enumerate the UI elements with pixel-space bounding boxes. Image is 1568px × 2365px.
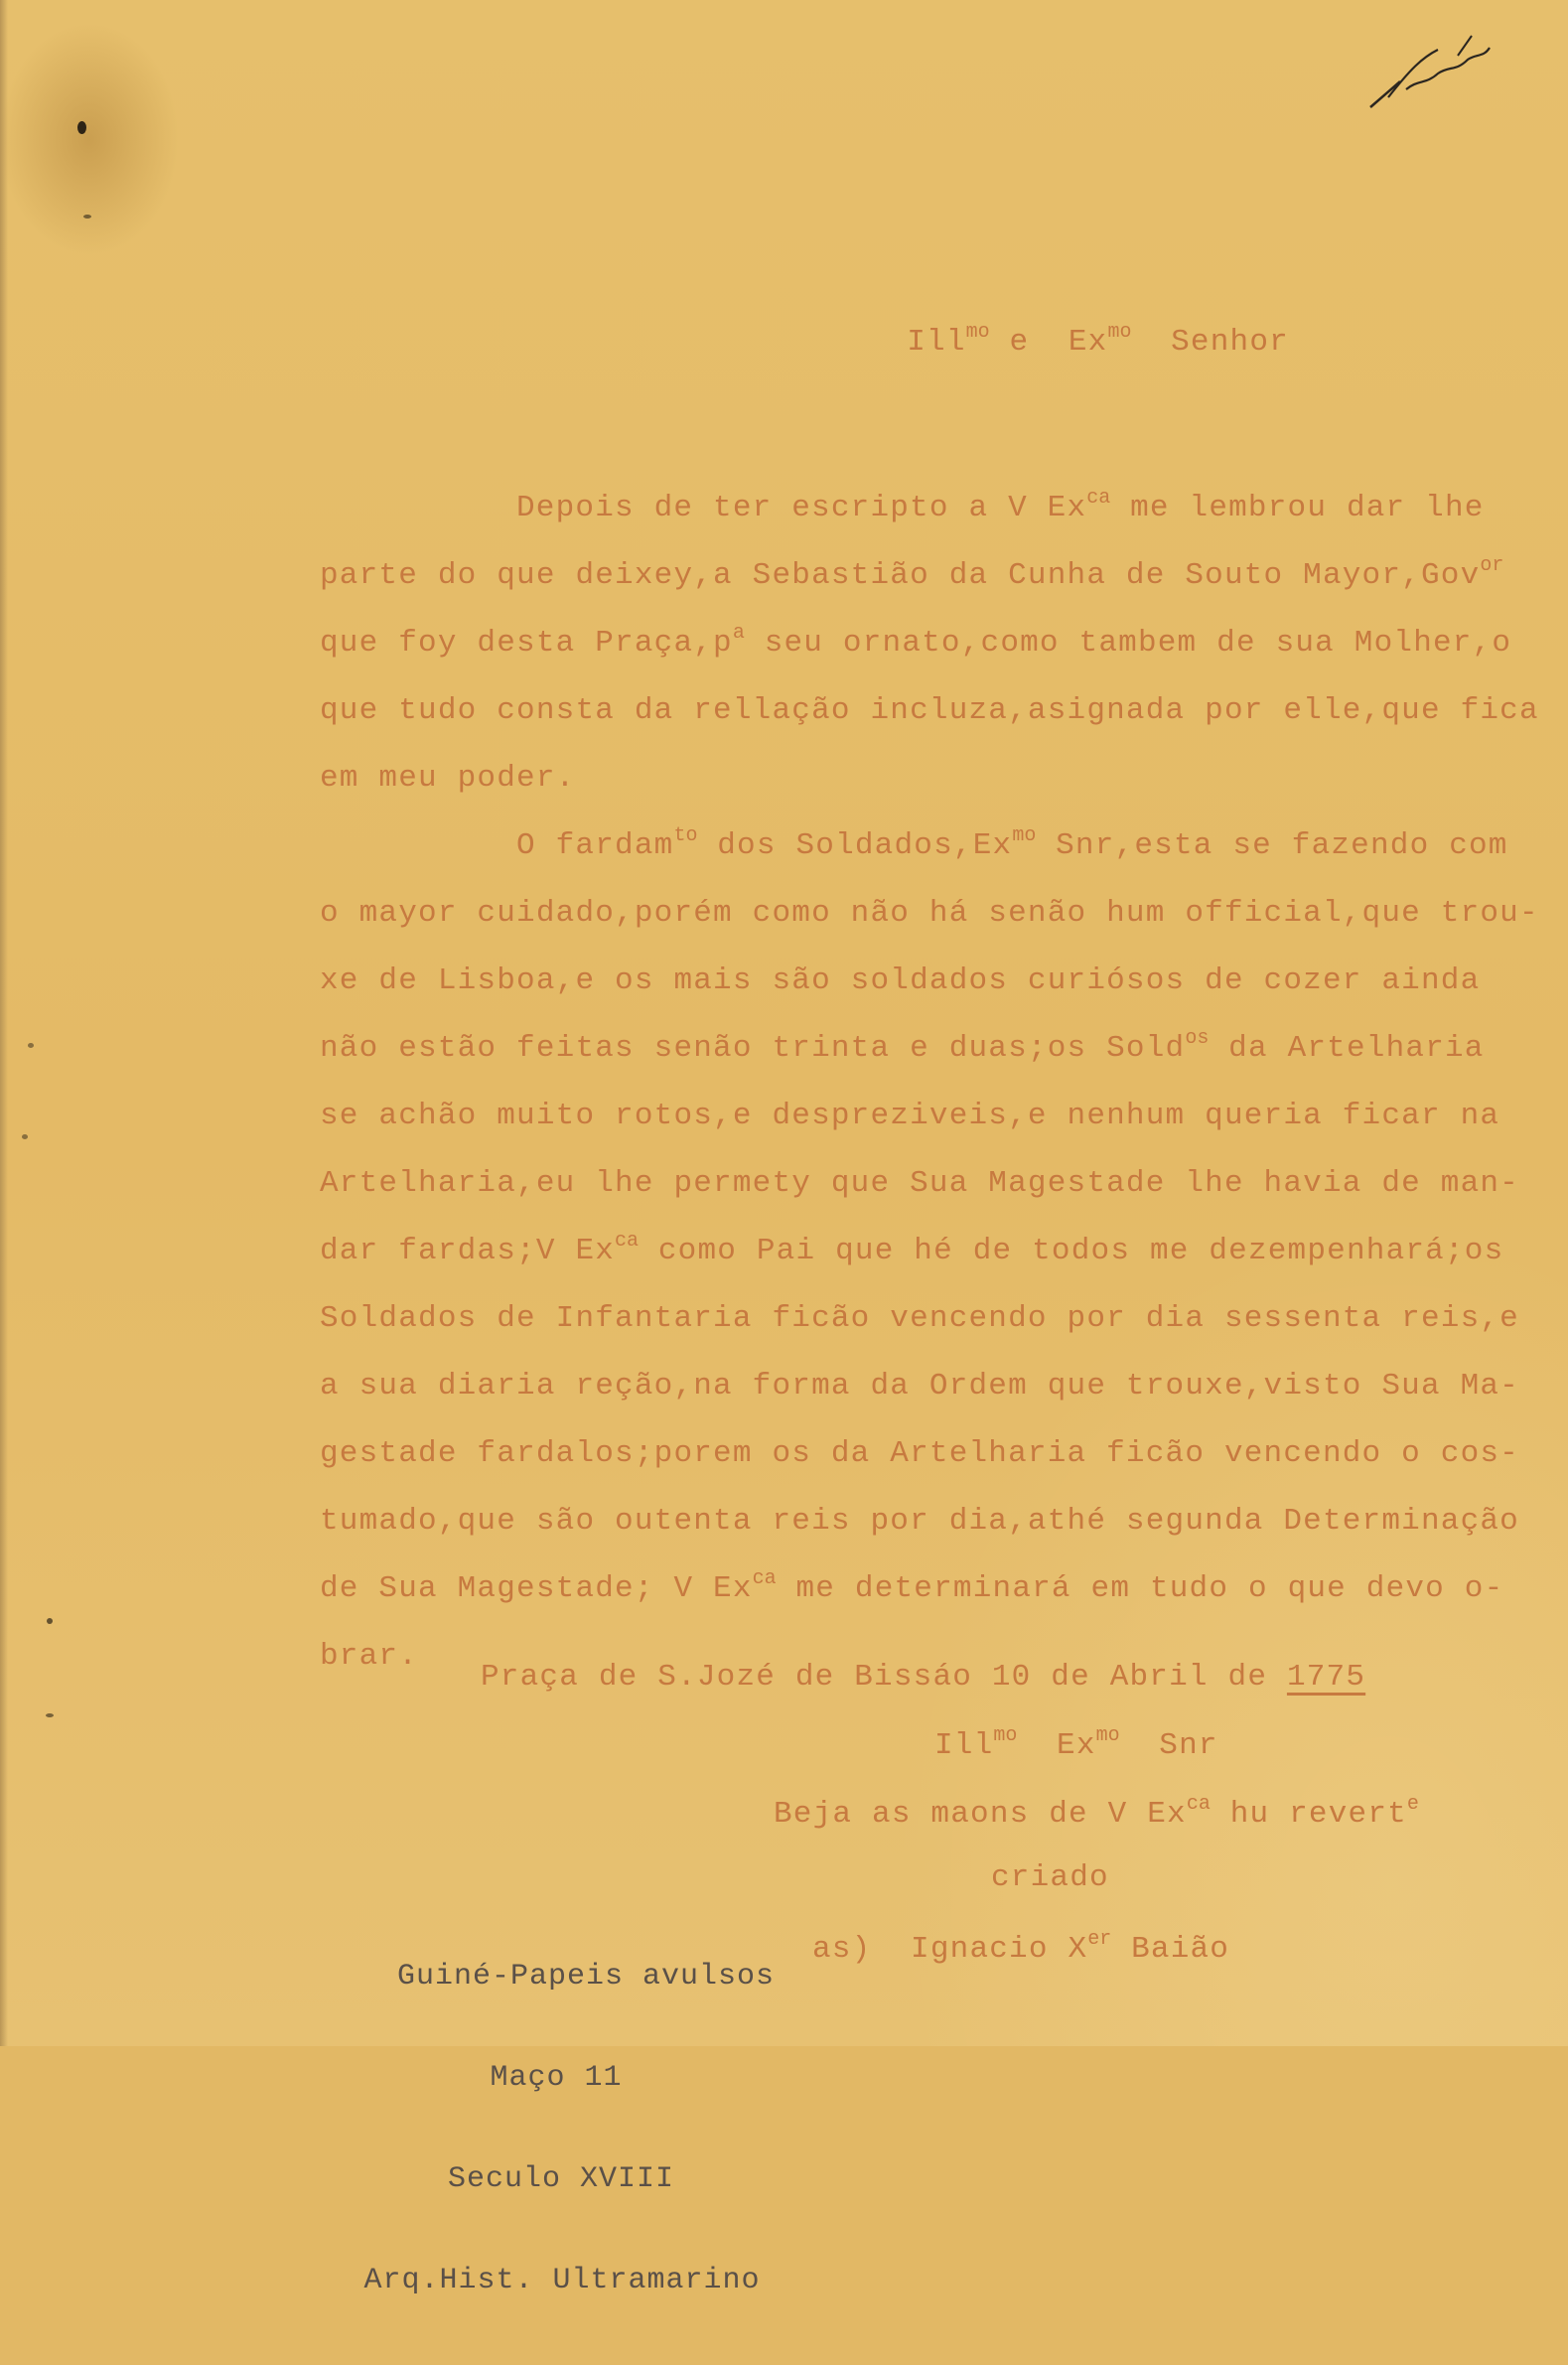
signature-name: as) Ignacio Xer Baião (812, 1928, 1230, 1967)
closing-salutation: Ill$^{mo}$ $Ex^{mo}$ Snr (934, 1724, 1218, 1763)
archive-line: Maço 11 (490, 2061, 623, 2095)
punch-hole (77, 121, 86, 134)
letter-line: de Sua Magestade; V $Ex^{ca}$ me determinará em tudo o que devo o- (320, 1567, 1504, 1606)
letter-line: em meu poder. (320, 761, 576, 796)
letter-line: a sua diaria reção,na forma da Ordem que trouxe,visto Sua Ma- (320, 1369, 1519, 1404)
paper-speck (83, 215, 91, 219)
letter-line: se achão muito rotos,e despreziveis,e nenhum queria ficar na (320, 1099, 1500, 1133)
paper-edge-shadow (0, 0, 8, 2046)
salutation: Ill$^{mo}$ e $Ex^{mo}$ Senhor (907, 321, 1289, 360)
letter-line: xe de Lisboa,e os mais são soldados curiósos de cozer ainda (320, 963, 1481, 998)
letter-line: gestade fardalos;porem os da Artelharia ficão vencendo o cos- (320, 1436, 1519, 1471)
letter-line: o mayor cuidado,porém como não há senão hum official,que trou- (320, 896, 1539, 931)
letter-line: dar fardas;V $Ex^{ca}$ como Pai que hé de todos me dezempenhará;os (320, 1230, 1504, 1268)
paper-speck (46, 1713, 54, 1717)
dateline: Praça de S.Jozé de Bissáo 10 de Abril de 1775 (481, 1660, 1366, 1695)
paper-speck (22, 1134, 28, 1139)
letter-line: tumado,que são outenta reis por dia,athé segunda Determinação (320, 1504, 1519, 1539)
closing-formula: Beja as maons de V $Ex^{ca}$ hu revert$^e$ (774, 1793, 1419, 1832)
letter-line: O fardam$^{to}$ dos $Soldados,Ex^{mo}$ Snr,esta se fazendo com (516, 824, 1508, 863)
closing-criado: criado (991, 1860, 1109, 1895)
letter-line: não estão feitas senão trinta e duas;os Sold$^{os}$ da Artelharia (320, 1027, 1485, 1066)
letter-line: Artelharia,eu lhe permety que Sua Magestade lhe havia de man- (320, 1166, 1519, 1201)
paper-speck (47, 1618, 53, 1624)
letter-line: Depois de ter escripto a V $Ex^{ca}$ me lembrou dar lhe (516, 487, 1485, 525)
archive-line: Seculo XVIII (447, 2162, 675, 2196)
paper-speck (28, 1043, 34, 1048)
letter-line: parte do que deixey,a Sebastião da Cunha de Souto Mayor,Gov$^{or}$ (320, 554, 1504, 593)
letter-line: que tudo consta da rellação incluza,asignada por elle,que fica (320, 693, 1539, 728)
handwritten-signature-mark (1360, 30, 1509, 129)
letter-line: que foy desta $Praça,p^a$ seu ornato,como tambem de sua Molher,o (320, 622, 1512, 661)
archive-line: Arq.Hist. Ultramarino (363, 2264, 761, 2297)
letter-line: brar. (320, 1639, 419, 1674)
archive-line: Guiné-Papeis avulsos (396, 1960, 776, 1994)
archive-label (357, 1892, 814, 2365)
letter-line: Soldados de Infantaria ficão vencendo por dia sessenta reis,e (320, 1301, 1519, 1336)
